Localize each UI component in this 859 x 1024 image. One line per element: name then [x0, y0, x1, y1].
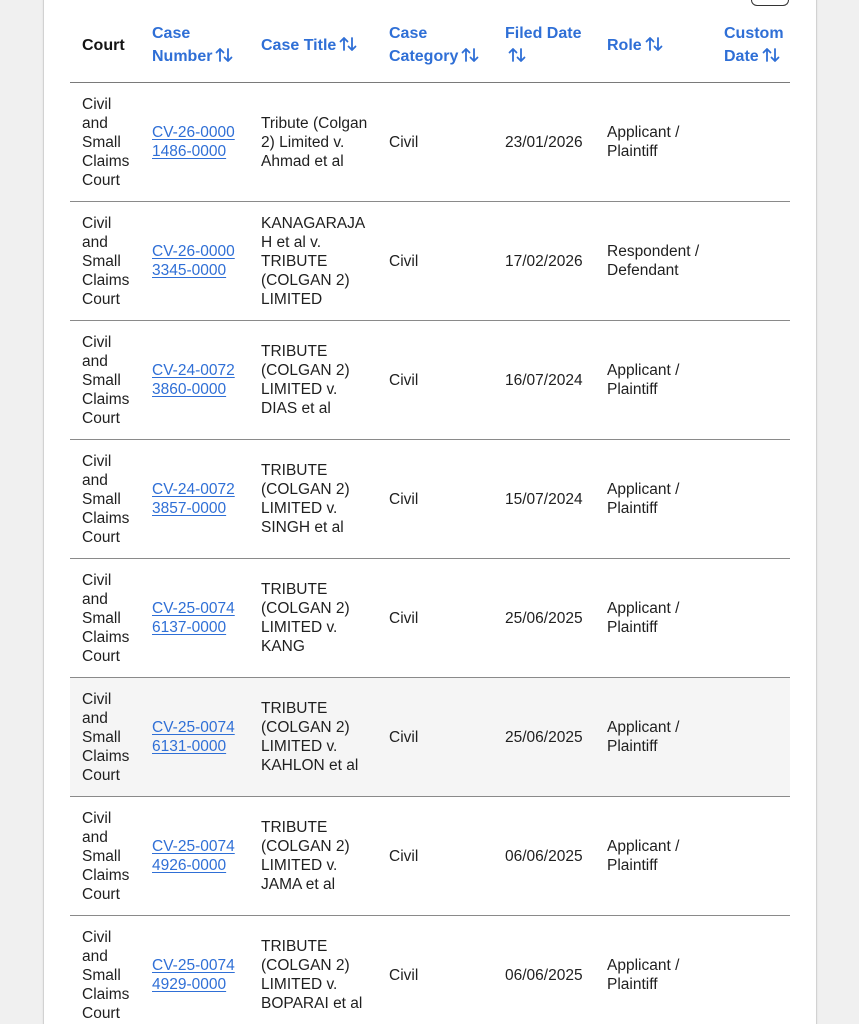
role-cell: Applicant / Plaintiff	[595, 321, 714, 440]
case-title-cell: TRIBUTE (COLGAN 2) LIMITED v. KAHLON et al	[249, 678, 377, 797]
table-row	[70, 440, 790, 559]
court-cell: Civil and Small Claims Court	[70, 678, 140, 797]
case-number-link[interactable]: CV-24-00723857-0000	[152, 481, 235, 517]
filed-date-cell: 15/07/2024	[493, 440, 595, 559]
case-number-link[interactable]: CV-26-00001486-0000	[152, 124, 235, 160]
filed-date-cell: 25/06/2025	[493, 559, 595, 678]
table-row	[70, 797, 790, 916]
custom-date-cell	[714, 916, 790, 1024]
case-category-cell: Civil	[377, 678, 493, 797]
case-number-cell	[140, 559, 249, 678]
court-cell: Civil and Small Claims Court	[70, 202, 140, 321]
custom-date-cell	[714, 678, 790, 797]
table-row	[70, 83, 790, 202]
case-title-cell: KANAGARAJAH et al v. TRIBUTE (COLGAN 2) LIMITED	[249, 202, 377, 321]
case-category-cell: Civil	[377, 797, 493, 916]
filed-date-cell: 23/01/2026	[493, 83, 595, 202]
custom-date-cell	[714, 559, 790, 678]
case-table	[70, 8, 790, 1024]
court-cell: Civil and Small Claims Court	[70, 559, 140, 678]
table-row	[70, 916, 790, 1024]
case-number-link[interactable]: CV-26-00003345-0000	[152, 243, 235, 279]
role-cell: Applicant / Plaintiff	[595, 678, 714, 797]
custom-date-cell	[714, 83, 790, 202]
filed-date-cell: 16/07/2024	[493, 321, 595, 440]
case-category-cell: Civil	[377, 83, 493, 202]
filed-date-cell: 06/06/2025	[493, 916, 595, 1024]
header-case-title[interactable]: Case Title	[249, 8, 377, 83]
sort-arrows-icon	[645, 36, 663, 52]
custom-date-cell	[714, 321, 790, 440]
header-custom-date[interactable]: Custom Date	[714, 8, 790, 83]
case-title-cell: TRIBUTE (COLGAN 2) LIMITED v. KANG	[249, 559, 377, 678]
sort-arrows-icon	[215, 47, 233, 63]
table-header	[70, 8, 790, 83]
case-category-cell: Civil	[377, 440, 493, 559]
case-number-cell	[140, 797, 249, 916]
sort-arrows-icon	[762, 47, 780, 63]
filed-date-cell: 06/06/2025	[493, 797, 595, 916]
role-cell: Applicant / Plaintiff	[595, 916, 714, 1024]
table-row	[70, 321, 790, 440]
court-cell: Civil and Small Claims Court	[70, 797, 140, 916]
header-case-number[interactable]: Case Number	[140, 8, 249, 83]
header-court: Court	[70, 8, 140, 83]
filed-date-cell: 25/06/2025	[493, 678, 595, 797]
case-title-cell: TRIBUTE (COLGAN 2) LIMITED v. JAMA et al	[249, 797, 377, 916]
case-list-panel	[43, 0, 817, 1024]
case-category-cell: Civil	[377, 321, 493, 440]
case-number-cell	[140, 202, 249, 321]
court-cell: Civil and Small Claims Court	[70, 916, 140, 1024]
header-row	[70, 8, 790, 83]
table-row	[70, 559, 790, 678]
role-cell: Applicant / Plaintiff	[595, 83, 714, 202]
case-number-link[interactable]: CV-24-00723860-0000	[152, 362, 235, 398]
court-cell: Civil and Small Claims Court	[70, 83, 140, 202]
case-number-link[interactable]: CV-25-00746137-0000	[152, 600, 235, 636]
case-title-cell: Tribute (Colgan 2) Limited v. Ahmad et al	[249, 83, 377, 202]
custom-date-cell	[714, 797, 790, 916]
header-case-category[interactable]: Case Category	[377, 8, 493, 83]
case-number-cell	[140, 83, 249, 202]
case-title-cell: TRIBUTE (COLGAN 2) LIMITED v. DIAS et al	[249, 321, 377, 440]
case-number-link[interactable]: CV-25-00744929-0000	[152, 957, 235, 993]
case-number-cell	[140, 678, 249, 797]
case-title-cell: TRIBUTE (COLGAN 2) LIMITED v. BOPARAI et al	[249, 916, 377, 1024]
sort-arrows-icon	[339, 36, 357, 52]
case-category-cell: Civil	[377, 916, 493, 1024]
role-cell: Applicant / Plaintiff	[595, 797, 714, 916]
case-number-link[interactable]: CV-25-00746131-0000	[152, 719, 235, 755]
role-cell: Respondent / Defendant	[595, 202, 714, 321]
case-title-cell: TRIBUTE (COLGAN 2) LIMITED v. SINGH et al	[249, 440, 377, 559]
table-row	[70, 202, 790, 321]
case-number-cell	[140, 916, 249, 1024]
custom-date-cell	[714, 202, 790, 321]
sort-arrows-icon	[508, 47, 526, 63]
custom-date-cell	[714, 440, 790, 559]
role-cell: Applicant / Plaintiff	[595, 440, 714, 559]
filed-date-cell: 17/02/2026	[493, 202, 595, 321]
panel-top-button[interactable]	[751, 0, 789, 6]
court-cell: Civil and Small Claims Court	[70, 321, 140, 440]
case-number-cell	[140, 321, 249, 440]
sort-arrows-icon	[461, 47, 479, 63]
court-cell: Civil and Small Claims Court	[70, 440, 140, 559]
case-number-link[interactable]: CV-25-00744926-0000	[152, 838, 235, 874]
role-cell: Applicant / Plaintiff	[595, 559, 714, 678]
case-category-cell: Civil	[377, 559, 493, 678]
header-filed-date[interactable]: Filed Date	[493, 8, 595, 83]
header-role[interactable]: Role	[595, 8, 714, 83]
case-number-cell	[140, 440, 249, 559]
table-body	[70, 83, 790, 1024]
table-row-hovered	[70, 678, 790, 797]
case-category-cell: Civil	[377, 202, 493, 321]
